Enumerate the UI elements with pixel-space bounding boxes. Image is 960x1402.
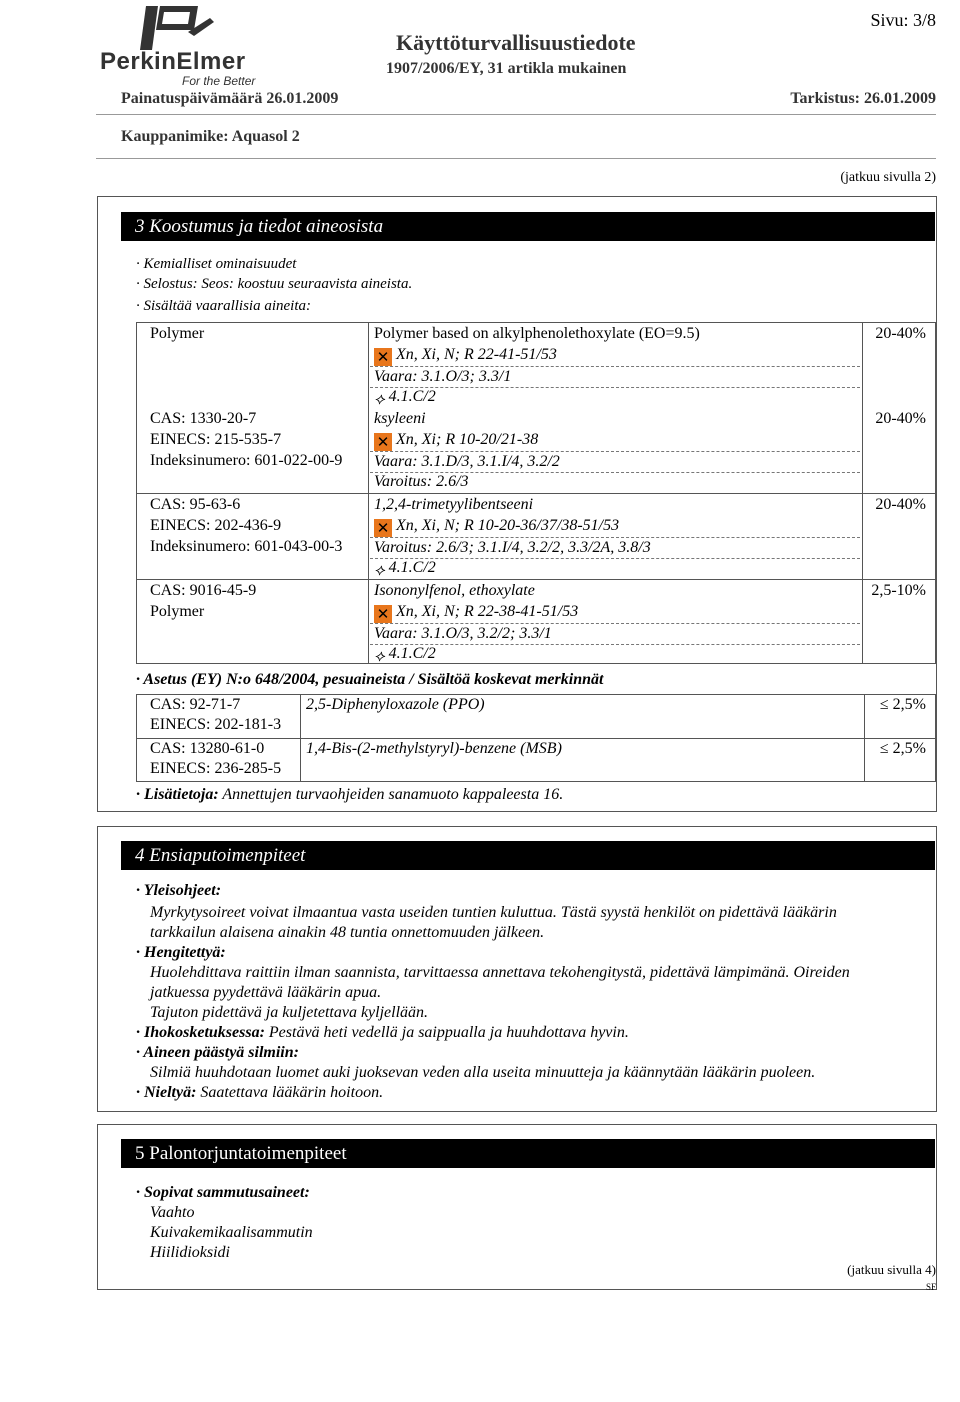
detergent-percent: ≤ 2,5% <box>879 740 926 757</box>
print-date: Painatuspäivämäärä 26.01.2009 <box>121 90 339 107</box>
regulation-heading: · Asetus (EY) N:o 648/2004, pesuaineista / Sisältöä koskevat merkinnät <box>136 671 604 688</box>
eye-text: Silmiä huuhdotaan luomet auki juoksevan veden alla useita minuutteja ja käännytään lääkärin puoleen. <box>150 1064 816 1081</box>
substance-id: Polymer <box>150 603 205 620</box>
substance-percent: 2,5-10% <box>871 582 926 599</box>
logo-tagline: For the Better <box>182 74 256 88</box>
general-label: · Yleisohjeet: <box>136 882 222 899</box>
section-3-title: 3 Koostumus ja tiedot aineosista <box>121 212 935 241</box>
inhaled-text-3: Tajuton pidettävä ja kuljetettava kyljellään. <box>150 1004 429 1021</box>
substance-name: ksyleeni <box>374 410 426 427</box>
skin-contact <box>136 1024 629 1042</box>
detergent-id: CAS: 92-71-7 <box>150 696 241 713</box>
chem-characteristics: · Kemialliset ominaisuudet <box>136 256 297 272</box>
inhaled-label: · Hengitettyä: <box>136 944 226 961</box>
substance-id: CAS: 9016-45-9 <box>150 582 257 599</box>
revision-date: Tarkistus: 26.01.2009 <box>790 90 936 107</box>
skin-text: Pestävä heti vedellä ja saippualla ja huuhdottava hyvin. <box>268 1024 629 1041</box>
logo-brand: PerkinElmer <box>100 48 246 75</box>
harmful-x-icon: ✕ <box>374 348 392 366</box>
inhaled-text-2: jatkuessa pyydettävä lääkärin apua. <box>150 984 382 1001</box>
environment-icon: ⟡ <box>374 562 385 579</box>
detergent-percent: ≤ 2,5% <box>879 696 926 713</box>
detergent-name: 2,5-Diphenyloxazole (PPO) <box>306 696 485 713</box>
ghs-line-2: ⟡ 4.1.C/2 <box>374 645 436 665</box>
harmful-x-icon: ✕ <box>374 605 392 623</box>
list-item: Vaahto <box>150 1204 195 1221</box>
ghs-line-1: Vaara: 3.1.O/3, 3.2/2; 3.3/1 <box>374 625 552 642</box>
substance-percent: 20-40% <box>875 410 926 427</box>
substance-id: Indeksinumero: 601-043-00-3 <box>150 538 343 555</box>
extra-info-label: · Lisätietoja: <box>136 786 219 803</box>
row-divider <box>136 579 936 580</box>
trade-name: Kauppanimike: Aquasol 2 <box>121 128 300 145</box>
doc-subtitle: 1907/2006/EY, 31 artikla mukainen <box>386 60 627 77</box>
row-divider <box>136 493 936 494</box>
trade-divider <box>96 158 936 159</box>
substance-name: Polymer based on alkylphenolethoxylate (EO=9.5) <box>374 325 700 342</box>
substance-percent: 20-40% <box>875 325 926 342</box>
environment-icon: ⟡ <box>374 391 385 408</box>
agents-label: · Sopivat sammutusaineet: <box>136 1184 310 1201</box>
list-item: Hiilidioksidi <box>150 1244 230 1261</box>
row-separator <box>370 644 860 645</box>
row-separator <box>370 387 860 388</box>
substance-id: EINECS: 215-535-7 <box>150 431 282 448</box>
logo <box>100 4 270 86</box>
perkinelmer-logo-icon <box>138 4 218 52</box>
row-separator <box>370 451 860 452</box>
substance-classes: ✕ Xn, Xi; R 10-20/21-38 <box>374 431 538 451</box>
substance-percent: 20-40% <box>875 496 926 513</box>
description: · Selostus: Seos: koostuu seuraavista aineista. <box>136 276 413 292</box>
ghs-line-1: Vaara: 3.1.D/3, 3.1.I/4, 3.2/2 <box>374 453 560 470</box>
swallowed <box>136 1084 383 1102</box>
environment-icon: ⟡ <box>374 648 385 665</box>
substance-id: EINECS: 202-436-9 <box>150 517 282 534</box>
header-divider <box>96 114 936 115</box>
general-text-1: Myrkytysoireet voivat ilmaantua vasta useiden tuntien kuluttua. Tästä syystä henkilöt on pidettävä lääkärin <box>150 904 837 921</box>
ghs-line-2: ⟡ 4.1.C/2 <box>374 559 436 579</box>
ghs-line-2: Varoitus: 2.6/3 <box>374 473 469 490</box>
hazardous-heading: · Sisältää vaarallisia aineita: <box>136 298 311 314</box>
substance-id: Polymer <box>150 325 205 342</box>
ghs-line-1: Varoitus: 2.6/3; 3.1.I/4, 3.2/2, 3.3/2A, 3.8/3 <box>374 539 651 556</box>
doc-title: Käyttöturvallisuustiedote <box>396 30 636 55</box>
substance-id: CAS: 1330-20-7 <box>150 410 257 427</box>
list-item: Kuivakemikaalisammutin <box>150 1224 313 1241</box>
row-separator <box>370 537 860 538</box>
swallow-text: Saatettava lääkärin hoitoon. <box>200 1084 384 1101</box>
row-separator <box>370 366 860 367</box>
substance-classes: ✕ Xn, Xi, N; R 22-41-51/53 <box>374 346 557 366</box>
row-separator <box>370 558 860 559</box>
skin-label: · Ihokosketuksessa: <box>136 1024 265 1041</box>
continued-from: (jatkuu sivulla 2) <box>840 170 936 185</box>
harmful-x-icon: ✕ <box>374 519 392 537</box>
extra-info-text: Annettujen turvaohjeiden sanamuoto kappaleesta 16. <box>222 786 564 803</box>
detergent-id: EINECS: 236-285-5 <box>150 760 282 777</box>
language-code: SF <box>925 1282 936 1292</box>
inhaled-text-1: Huolehdittava raittiin ilman saannista, tarvittaessa annettava tekohengitystä, pidettävä lämpimänä. Oireiden <box>150 964 850 981</box>
detergent-name: 1,4-Bis-(2-methylstyryl)-benzene (MSB) <box>306 740 562 757</box>
swallow-label: · Nieltyä: <box>136 1084 197 1101</box>
ghs-line-1: Vaara: 3.1.O/3; 3.3/1 <box>374 368 512 385</box>
extra-info <box>136 786 563 804</box>
substance-classes: ✕ Xn, Xi, N; R 22-38-41-51/53 <box>374 603 578 623</box>
eye-label: · Aineen päästyä silmiin: <box>136 1044 299 1061</box>
detergent-row-divider <box>136 738 936 739</box>
substance-name: 1,2,4-trimetyylibentseeni <box>374 496 534 513</box>
substance-id: CAS: 95-63-6 <box>150 496 241 513</box>
section-4-title: 4 Ensiaputoimenpiteet <box>121 841 935 870</box>
row-separator <box>370 623 860 624</box>
substance-id: Indeksinumero: 601-022-00-9 <box>150 452 343 469</box>
continued-to: (jatkuu sivulla 4) <box>847 1262 936 1277</box>
general-text-2: tarkkailun alaisena ainakin 48 tuntia onnettomuuden jälkeen. <box>150 924 545 941</box>
page-number: Sivu: 3/8 <box>870 10 936 30</box>
substance-name: Isononylfenol, ethoxylate <box>374 582 535 599</box>
detergent-id: CAS: 13280-61-0 <box>150 740 265 757</box>
ghs-line-2: ⟡ 4.1.C/2 <box>374 388 436 408</box>
section-5-title: 5 Palontorjuntatoimenpiteet <box>121 1139 935 1168</box>
detergent-id: EINECS: 202-181-3 <box>150 716 282 733</box>
substance-classes: ✕ Xn, Xi, N; R 10-20-36/37/38-51/53 <box>374 517 619 537</box>
harmful-x-icon: ✕ <box>374 433 392 451</box>
